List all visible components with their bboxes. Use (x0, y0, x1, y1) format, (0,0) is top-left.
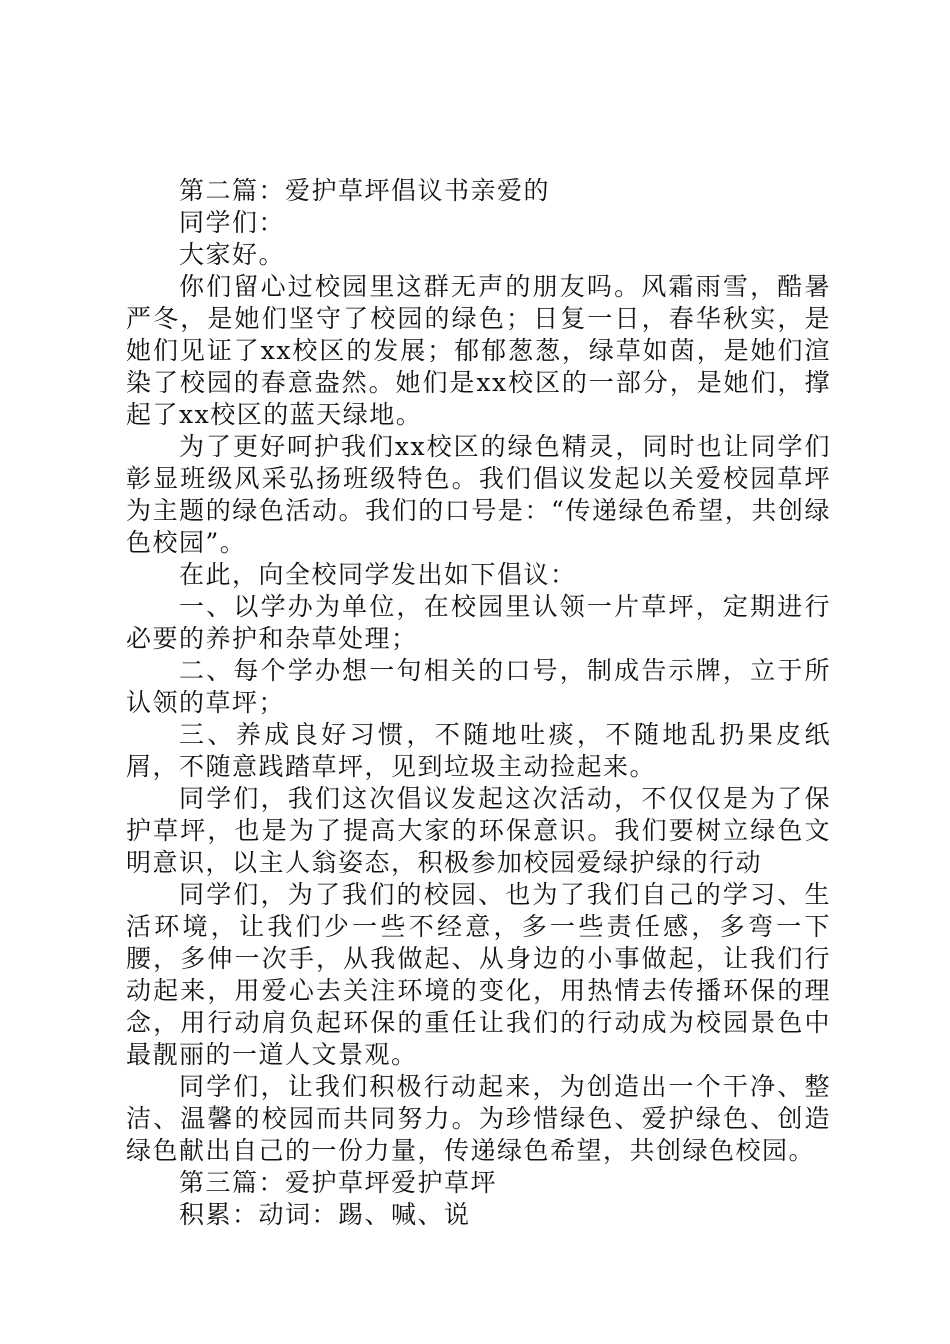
body-paragraph: 为了更好呵护我们xx校区的绿色精灵，同时也让同学们彰显班级风采弘扬班级特色。我们倡议发起以关爱校园草坪为主题的绿色活动。我们的口号是：“传递绿色希望，共创绿色校园”。 (126, 432, 831, 557)
proposal-item-3: 三、养成良好习惯，不随地吐痰，不随地乱扔果皮纸屑，不随意践踏草坪，见到垃圾主动捡起来。 (126, 720, 831, 781)
section-heading-2: 第二篇：爱护草坪倡议书亲爱的 (179, 176, 551, 205)
proposal-item-2: 二、每个学办想一句相关的口号，制成告示牌，立于所认领的草坪； (126, 656, 831, 717)
document-body (126, 175, 831, 1231)
body-paragraph: 同学们，让我们积极行动起来，为创造出一个干净、整洁、温馨的校园而共同努力。为珍惜绿色、爱护绿色、创造绿色献出自己的一份力量，传递绿色希望，共创绿色校园。 (126, 1072, 831, 1165)
proposal-item-1: 一、以学办为单位，在校园里认领一片草坪，定期进行必要的养护和杂草处理； (126, 592, 831, 653)
body-paragraph: 同学们，我们这次倡议发起这次活动，不仅仅是为了保护草坪，也是为了提高大家的环保意识。我们要树立绿色文明意识，以主人翁姿态，积极参加校园爱绿护绿的行动 (126, 784, 831, 877)
section-heading-3: 第三篇：爱护草坪爱护草坪 (179, 1168, 498, 1197)
body-paragraph: 在此，向全校同学发出如下倡议： (179, 560, 577, 589)
vocabulary-line: 积累：动词：踢、喊、说 (179, 1200, 471, 1229)
greeting: 大家好。 (179, 240, 286, 269)
salutation: 同学们： (179, 208, 286, 237)
body-paragraph: 你们留心过校园里这群无声的朋友吗。风霜雨雪，酷暑严冬，是她们坚守了校园的绿色；日复一日，春华秋实，是她们见证了xx校区的发展；郁郁葱葱，绿草如茵，是她们渲染了校园的春意盎然。她们是xx校区的一部分，是她们，撑起了xx校区的蓝天绿地。 (126, 272, 831, 429)
body-paragraph: 同学们，为了我们的校园、也为了我们自己的学习、生活环境，让我们少一些不经意，多一些责任感，多弯一下腰，多伸一次手，从我做起、从身边的小事做起，让我们行动起来，用爱心去关注环境的变化，用热情去传播环保的理念，用行动肩负起环保的重任让我们的行动成为校园景色中最靓丽的一道人文景观。 (126, 880, 831, 1069)
